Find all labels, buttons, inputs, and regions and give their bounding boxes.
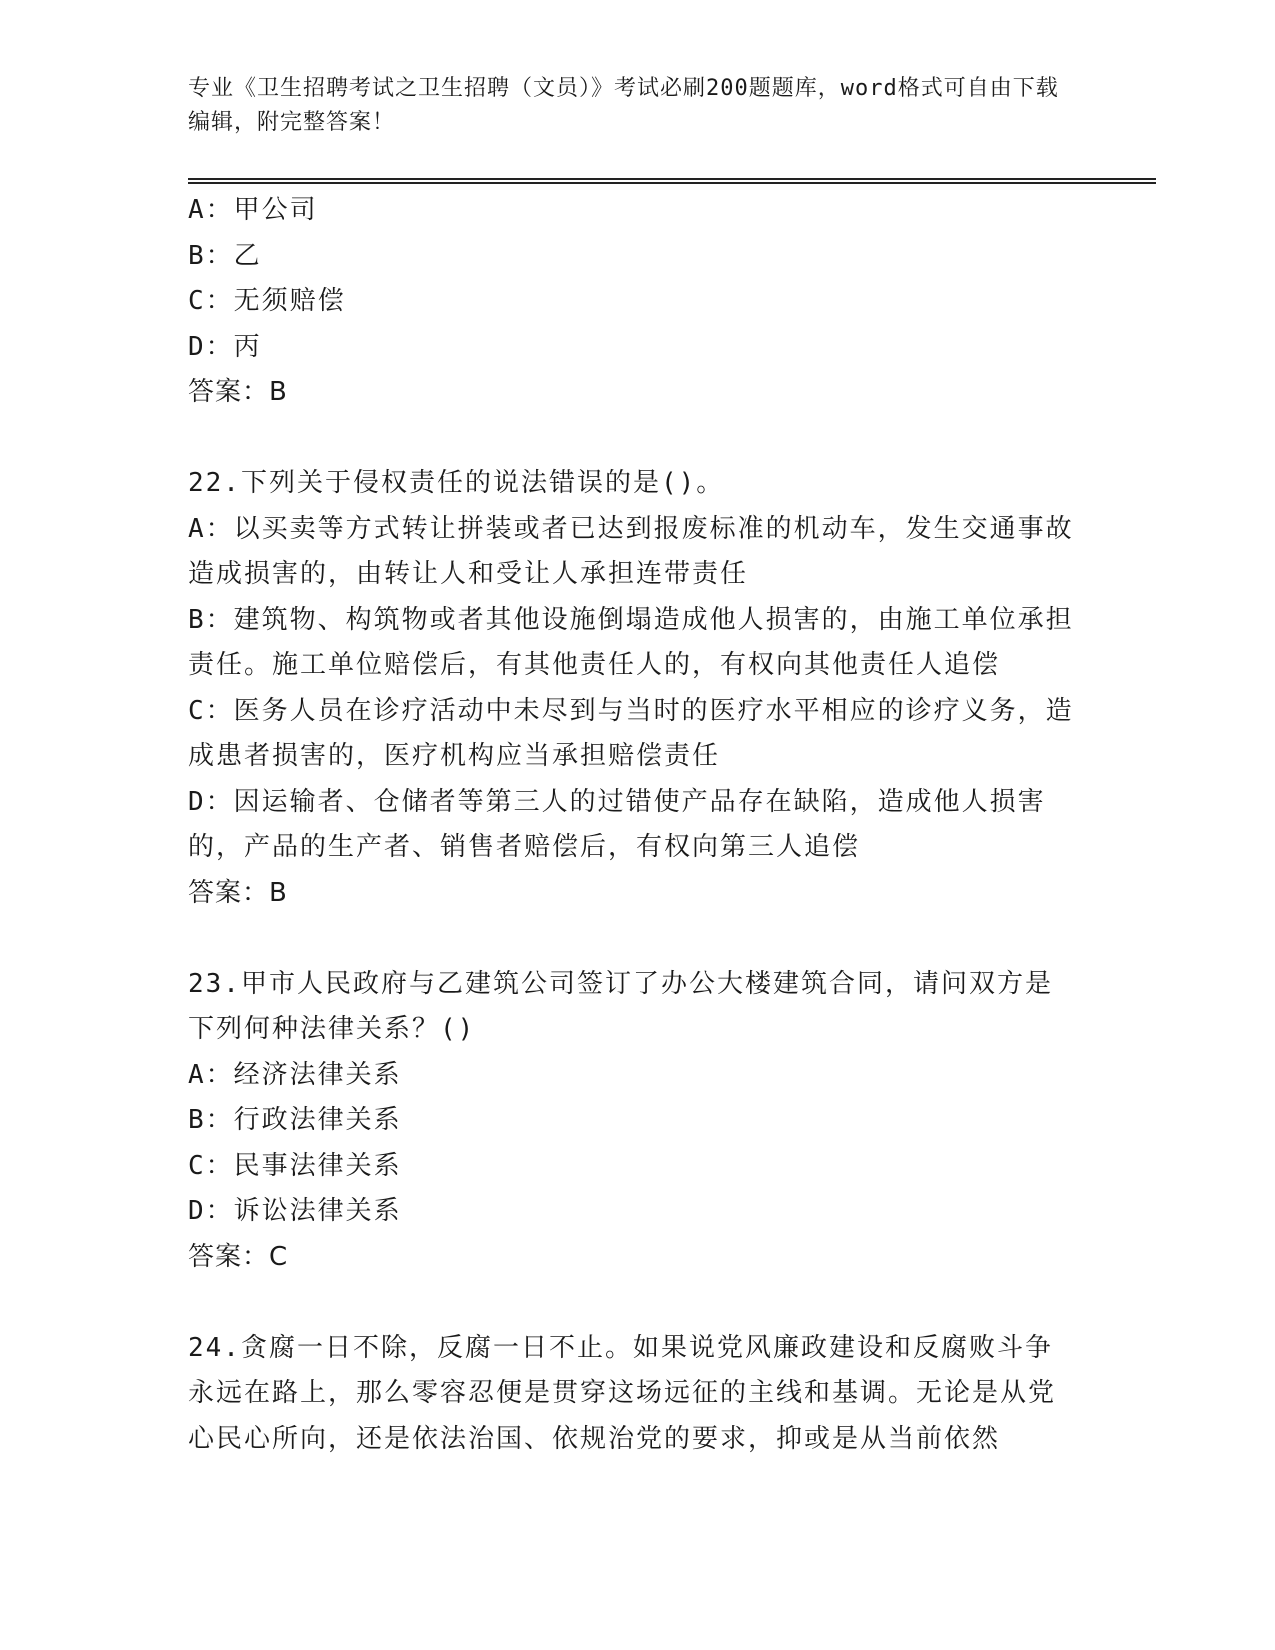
- answer-label: 答案：C: [188, 1241, 289, 1272]
- answer-label: 答案：B: [188, 377, 288, 407]
- option-a: A：以买卖等方式转让拼装或者已达到报废标准的机动车，发生交通事故造成损害的，由转让人和受让人承担连带责任: [188, 513, 1074, 589]
- question-stem: 24.贪腐一日不除，反腐一日不止。如果说党风廉政建设和反腐败斗争永远在路上，那么零容忍便是贯穿这场远征的主线和基调。无论是从党心民心所向，还是依法治国、依规治党的要求，抑或是从当前依然: [188, 1332, 1057, 1454]
- option-a: A：甲公司: [188, 195, 318, 225]
- spacer: [188, 416, 1078, 462]
- option-c: C：民事法律关系: [188, 1150, 402, 1181]
- header-divider-second: [188, 182, 1156, 184]
- option-c: C：无须赔偿: [188, 286, 346, 316]
- answer-label: 答案：B: [188, 877, 288, 908]
- option-c: C：医务人员在诊疗活动中未尽到与当时的医疗水平相应的诊疗义务，造成患者损害的，医疗机构应当承担赔偿责任: [188, 695, 1074, 771]
- question-stem: 22.下列关于侵权责任的说法错误的是()。: [188, 468, 725, 498]
- question-21: [188, 188, 1078, 416]
- header-divider: [188, 178, 1156, 180]
- option-b: B：行政法律关系: [188, 1105, 402, 1135]
- spacer: [188, 916, 1078, 962]
- question-24: [188, 1326, 1078, 1463]
- option-d: D：丙: [188, 331, 262, 362]
- question-22: [188, 461, 1078, 916]
- option-b: B：乙: [188, 240, 262, 271]
- question-content: [188, 188, 1078, 1462]
- spacer: [188, 1280, 1078, 1326]
- option-d: D：因运输者、仓储者等第三人的过错使产品存在缺陷，造成他人损害的，产品的生产者、销售者赔偿后，有权向第三人追偿: [188, 786, 1046, 862]
- document-header: 专业《卫生招聘考试之卫生招聘（文员）》考试必刷200题题库，word格式可自由下载编辑，附完整答案！: [188, 76, 1059, 135]
- option-b: B：建筑物、构筑物或者其他设施倒塌造成他人损害的，由施工单位承担责任。施工单位赔偿后，有其他责任人的，有权向其他责任人追偿: [188, 604, 1074, 680]
- question-stem: 23.甲市人民政府与乙建筑公司签订了办公大楼建筑合同，请问双方是下列何种法律关系？(): [188, 968, 1053, 1044]
- option-d: D：诉讼法律关系: [188, 1196, 402, 1226]
- option-a: A：经济法律关系: [188, 1059, 402, 1090]
- question-23: [188, 962, 1078, 1281]
